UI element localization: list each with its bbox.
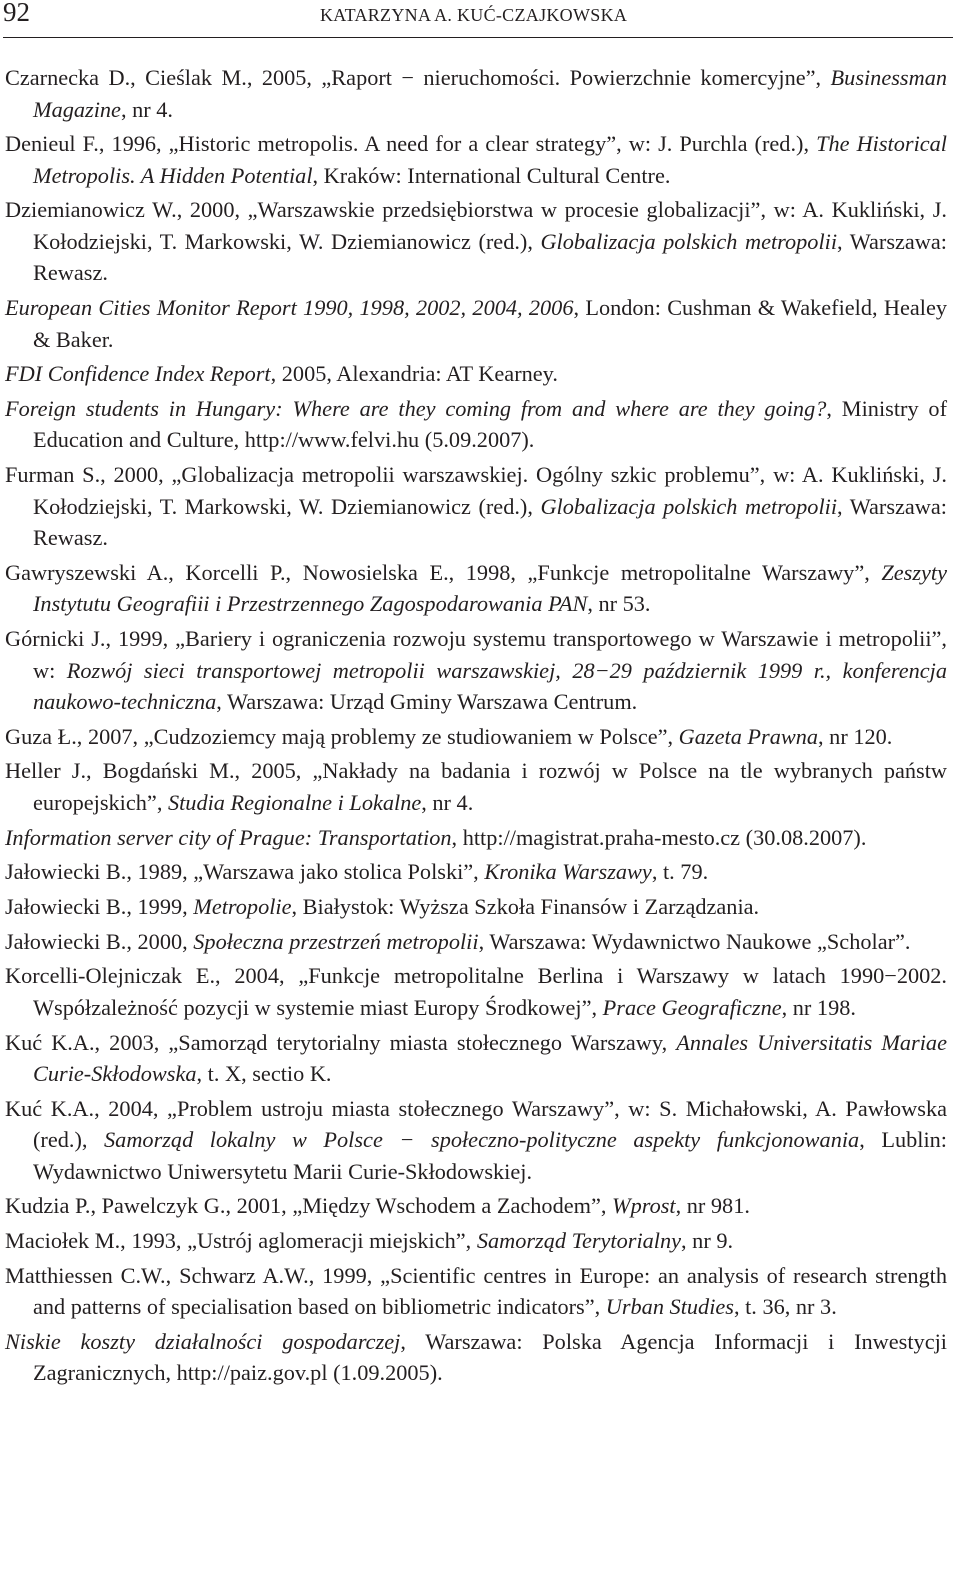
reference-text: Denieul F., 1996, „Historic metropolis. A need for a clear strategy”, w: J. Purchla (red.), bbox=[5, 131, 817, 157]
reference-entry bbox=[5, 891, 947, 923]
reference-text: Kuć K.A., 2003, „Samorząd terytorialny miasta stołecznego Warszawy, bbox=[5, 1029, 677, 1055]
reference-text: , nr 53. bbox=[587, 591, 651, 617]
reference-title: Studia Regionalne i Lokalne bbox=[167, 789, 422, 815]
reference-text: Guza Ł., 2007, „Cudzoziemcy mają problemy ze studiowaniem w Polsce”, bbox=[5, 723, 679, 749]
reference-text: Jałowiecki B., 1999, bbox=[5, 893, 194, 919]
reference-text: Dziemianowicz W., 2000, „Warszawskie przedsiębiorstwa w procesie globalizacji”, w: A. Kukliński, J. Kołodziejski, T. Markowski, W. Dziemianowicz (red.), bbox=[5, 197, 947, 254]
reference-entry bbox=[5, 755, 947, 818]
reference-text: , nr 4. bbox=[421, 789, 474, 815]
reference-entry bbox=[5, 856, 947, 888]
reference-text: Matthiessen C.W., Schwarz A.W., 1999, „Scientific centres in Europe: an analysis of research strength and patterns of specialisation based on bibliometric indicators”, bbox=[5, 1262, 947, 1320]
reference-text: , nr 198. bbox=[781, 994, 856, 1020]
reference-title: Prace Geograficzne bbox=[602, 994, 782, 1020]
reference-title: Rozwój sieci transportowej metropolii warszawskiej, 28−29 październik 1999 r., konferencja naukowo-techniczna bbox=[33, 657, 947, 714]
reference-title: Businessman Magazine bbox=[33, 65, 947, 122]
reference-entry bbox=[5, 721, 947, 753]
page-number: 92 bbox=[3, 0, 30, 27]
reference-title: The Historical Metropolis. A Hidden Potential bbox=[33, 131, 948, 188]
reference-title: Metropolie bbox=[193, 893, 292, 919]
reference-title: Wprost bbox=[612, 1193, 676, 1219]
reference-title: Foreign students in Hungary: Where are they coming from and where are they going? bbox=[5, 395, 827, 421]
reference-text: , 2005, Alexandria: AT Kearney. bbox=[270, 361, 558, 387]
reference-text: , Białystok: Wyższa Szkoła Finansów i Zarządzania. bbox=[291, 893, 760, 919]
reference-entry bbox=[5, 1027, 947, 1090]
reference-title: FDI Confidence Index Report bbox=[5, 361, 271, 387]
reference-text: , Ministry of Education and Culture, http://www.felvi.hu (5.09.2007). bbox=[33, 395, 947, 453]
reference-title: Gazeta Prawna bbox=[678, 723, 819, 749]
reference-entry bbox=[5, 393, 947, 456]
reference-entry bbox=[5, 194, 947, 289]
reference-text: , Warszawa: Rewasz. bbox=[33, 228, 947, 286]
reference-text: , Warszawa: Wydawnictwo Naukowe „Scholar”. bbox=[478, 928, 911, 954]
reference-entry bbox=[5, 1326, 947, 1389]
reference-entry bbox=[5, 128, 947, 191]
reference-text: , London: Cushman & Wakefield, Healey & Baker. bbox=[33, 295, 947, 352]
reference-text: , nr 981. bbox=[675, 1193, 750, 1219]
reference-text: , Kraków: International Cultural Centre. bbox=[312, 162, 671, 188]
reference-text: , t. 36, nr 3. bbox=[733, 1294, 837, 1320]
reference-text: Heller J., Bogdański M., 2005, „Nakłady na badania i rozwój w Polsce na tle wybranych państw europejskich”, bbox=[5, 758, 947, 815]
reference-text: Gawryszewski A., Korcelli P., Nowosielska E., 1998, „Funkcje metropolitalne Warszawy”, bbox=[5, 559, 882, 585]
reference-entry bbox=[5, 822, 947, 854]
reference-title: Globalizacja polskich metropolii bbox=[540, 228, 838, 254]
reference-entry bbox=[5, 1190, 947, 1222]
reference-text: , http://magistrat.praha-mesto.cz (30.08.2007). bbox=[451, 824, 867, 850]
reference-title: Annales Universitatis Mariae Curie-Skłodowska bbox=[33, 1029, 947, 1086]
reference-entry bbox=[5, 62, 947, 125]
reference-text: , Warszawa: Rewasz. bbox=[33, 493, 947, 551]
reference-text: Czarnecka D., Cieślak M., 2005, „Raport − nieruchomości. Powierzchnie komercyjne”, bbox=[5, 65, 831, 90]
reference-text: Korcelli-Olejniczak E., 2004, „Funkcje metropolitalne Berlina i Warszawy w latach 1990−2002. Współzależność pozycji w systemie miast Europy Środkowej”, bbox=[5, 963, 947, 1020]
reference-title: Kronika Warszawy bbox=[484, 859, 652, 885]
reference-text: Jałowiecki B., 1989, „Warszawa jako stolica Polski”, bbox=[5, 859, 485, 885]
reference-title: Niskie koszty działalności gospodarczej bbox=[5, 1328, 401, 1354]
reference-text: Kuć K.A., 2004, „Problem ustroju miasta stołecznego Warszawy”, w: S. Michałowski, A. Pawłowska (red.), bbox=[5, 1095, 947, 1153]
reference-text: , Warszawa: Urząd Gminy Warszawa Centrum. bbox=[216, 689, 638, 714]
reference-text: Kudzia P., Pawelczyk G., 2001, „Między Wschodem a Zachodem”, bbox=[5, 1193, 613, 1219]
reference-entry bbox=[5, 623, 947, 718]
reference-text: , nr 120. bbox=[818, 723, 893, 749]
reference-text: Furman S., 2000, „Globalizacja metropolii warszawskiej. Ogólny szkic problemu”, w: A. Kukliński, J. Kołodziejski, T. Markowski, W. Dziemianowicz (red.), bbox=[5, 462, 947, 519]
reference-text: , nr 9. bbox=[681, 1228, 734, 1254]
reference-title: Urban Studies bbox=[605, 1294, 734, 1320]
reference-entry bbox=[5, 926, 947, 958]
reference-entry bbox=[5, 1225, 947, 1257]
reference-text: , nr 4. bbox=[120, 96, 173, 122]
reference-entry bbox=[5, 292, 947, 355]
reference-text: , t. X, sectio K. bbox=[196, 1061, 332, 1086]
reference-title: Globalizacja polskich metropolii bbox=[540, 493, 838, 519]
reference-text: , Warszawa: Polska Agencja Informacji i Inwestycji Zagranicznych, http://paiz.gov.pl (1.09.2005). bbox=[33, 1328, 947, 1386]
reference-title: Społeczna przestrzeń metropolii bbox=[193, 928, 479, 954]
reference-title: Samorząd lokalny w Polsce − społeczno-polityczne aspekty funkcjonowania bbox=[104, 1127, 860, 1153]
reference-entry bbox=[5, 1093, 947, 1188]
reference-entry bbox=[5, 459, 947, 554]
reference-title: Information server city of Prague: Transportation bbox=[5, 824, 452, 850]
reference-title: European Cities Monitor Report 1990, 1998, 2002, 2004, 2006 bbox=[5, 295, 574, 321]
reference-text: , t. 79. bbox=[651, 859, 709, 885]
running-head: KATARZYNA A. KUĆ-CZAJKOWSKA bbox=[320, 5, 628, 25]
reference-text: Maciołek M., 1993, „Ustrój aglomeracji miejskich”, bbox=[5, 1228, 477, 1254]
reference-text: , Lublin: Wydawnictwo Uniwersytetu Marii Curie-Skłodowskiej. bbox=[33, 1127, 947, 1184]
reference-text: Górnicki J., 1999, „Bariery i ograniczenia rozwoju systemu transportowego w Warszawie i metropolii”, w: bbox=[5, 626, 947, 683]
reference-entry bbox=[5, 960, 947, 1023]
reference-entry bbox=[5, 1260, 947, 1323]
reference-entry bbox=[5, 358, 947, 390]
reference-list bbox=[5, 62, 947, 1392]
page-header bbox=[3, 0, 953, 38]
reference-title: Zeszyty Instytutu Geografiii i Przestrzennego Zagospodarowania PAN bbox=[33, 559, 947, 617]
reference-title: Samorząd Terytorialny bbox=[476, 1228, 682, 1254]
reference-entry bbox=[5, 557, 947, 620]
reference-text: Jałowiecki B., 2000, bbox=[5, 928, 194, 954]
